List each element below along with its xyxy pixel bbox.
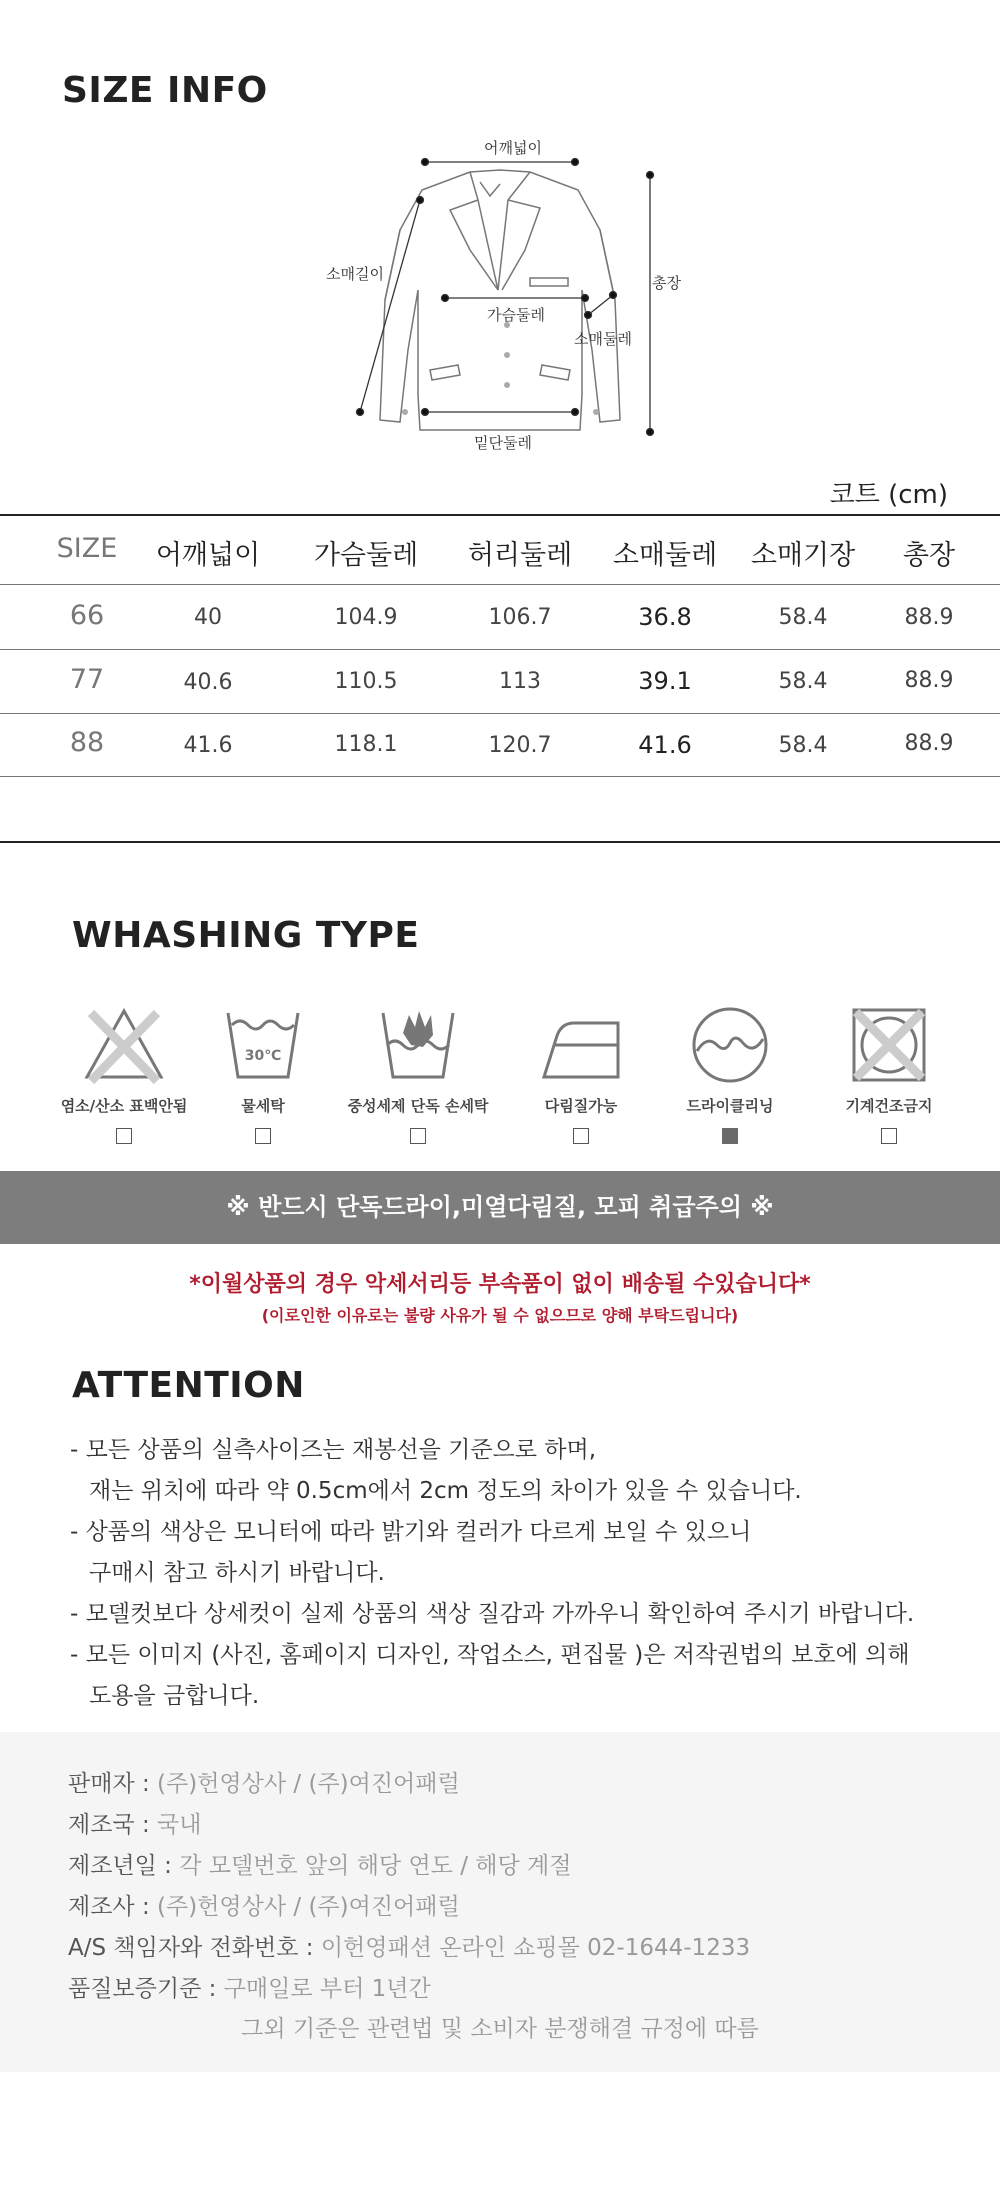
wash-label: 물세탁 <box>241 1097 285 1115</box>
washing-title: WHASHING TYPE <box>72 915 420 956</box>
table-row-rule <box>0 713 1000 714</box>
table-cell: 66 <box>69 600 105 631</box>
wash-label: 염소/산소 표백안됨 <box>60 1097 188 1115</box>
no-tumble-dry-icon <box>846 1005 932 1085</box>
attention-title: ATTENTION <box>72 1365 305 1406</box>
label-sleeve-circ: 소매둘레 <box>574 330 632 348</box>
attention-line: - 모델컷보다 상세컷이 실제 상품의 색상 질감과 가까우니 확인하여 주시기 바랍니다. <box>70 1601 915 1627</box>
header-cell: 허리둘레 <box>467 540 573 571</box>
info-row <box>68 1887 750 1928</box>
table-cell: 104.9 <box>334 605 398 630</box>
wash-label: 다림질가능 <box>544 1097 618 1115</box>
attention-line: - 모든 이미지 (사진, 홈페이지 디자인, 작업소스, 편집물 )은 저작권법의 보호에 의해 <box>70 1642 910 1668</box>
header-cell: 가슴둘레 <box>313 540 419 571</box>
table-cell: 118.1 <box>334 732 398 757</box>
dry-clean-icon <box>687 1005 773 1085</box>
attention-line: - 상품의 색상은 모니터에 따라 밝기와 컬러가 다르게 보일 수 있으니 <box>70 1519 752 1545</box>
table-cell: 88.9 <box>904 731 954 756</box>
table-cell: 58.4 <box>778 669 828 694</box>
table-cell: 41.6 <box>638 731 692 759</box>
header-cell: 소매기장 <box>750 540 856 571</box>
attention-line: - 모든 상품의 실측사이즈는 재봉선을 기준으로 하며, <box>70 1437 597 1463</box>
seller-info-list <box>68 1764 750 2010</box>
info-key: 제조년일 : <box>68 1853 180 1879</box>
info-value: 각 모델번호 앞의 해당 연도 / 해당 계절 <box>179 1853 572 1879</box>
table-cell: 88.9 <box>904 605 954 630</box>
info-row <box>68 1969 750 2010</box>
info-footer: 그외 기준은 관련법 및 소비자 분쟁해결 규정에 따름 <box>241 2016 759 2042</box>
table-cell: 106.7 <box>488 605 552 630</box>
label-chest: 가슴둘레 <box>487 306 545 324</box>
info-value: 국내 <box>157 1812 202 1838</box>
table-cell: 110.5 <box>334 669 398 694</box>
attention-line: 재는 위치에 따라 약 0.5cm에서 2cm 정도의 차이가 있을 수 있습니다. <box>89 1478 802 1504</box>
table-cell: 39.1 <box>638 667 692 695</box>
table-cell: 77 <box>69 664 105 695</box>
iron-icon <box>538 1005 624 1085</box>
table-cell: 36.8 <box>638 603 692 631</box>
wash-checkbox[interactable] <box>255 1128 271 1144</box>
table-row-rule <box>0 776 1000 777</box>
wash-checkbox[interactable] <box>116 1128 132 1144</box>
info-row <box>68 1805 750 1846</box>
hand-wash-icon <box>375 1005 461 1085</box>
wash-checkbox-checked[interactable] <box>722 1128 738 1144</box>
wash-label: 중성세제 단독 손세탁 <box>347 1097 489 1115</box>
coat-diagram <box>330 150 670 440</box>
attention-line: 도용을 금합니다. <box>89 1683 260 1709</box>
label-hem: 밑단둘레 <box>474 434 532 452</box>
info-key: 품질보증기준 : <box>68 1976 224 2002</box>
table-cell: 58.4 <box>778 733 828 758</box>
notice-sub: (이로인한 이유로는 불량 사유가 될 수 없으므로 양해 부탁드립니다) <box>261 1306 739 1325</box>
wash-30-icon <box>220 1005 306 1085</box>
wash-item-no-tumble-dry <box>814 1005 964 1144</box>
wash-checkbox[interactable] <box>881 1128 897 1144</box>
care-banner: ※ 반드시 단독드라이,미열다림질, 모피 취급주의 ※ <box>0 1171 1000 1244</box>
attention-list <box>70 1430 914 1717</box>
wash-item-ironing <box>506 1005 656 1144</box>
info-key: A/S 책임자와 전화번호 : <box>68 1935 321 1961</box>
table-cell: 41.6 <box>183 733 233 758</box>
label-shoulder: 어깨넓이 <box>484 139 542 157</box>
table-row-rule <box>0 649 1000 650</box>
table-cell: 40.6 <box>183 670 233 695</box>
wash-temp-text: 30℃ <box>244 1048 282 1064</box>
info-row <box>68 1846 750 1887</box>
header-cell: 어깨넓이 <box>155 540 261 571</box>
notice-main: *이월상품의 경우 악세서리등 부속품이 없이 배송될 수있습니다* <box>189 1272 811 1297</box>
table-header-rule <box>0 584 1000 585</box>
info-key: 제조사 : <box>68 1894 158 1920</box>
info-value: 이헌영패션 온라인 쇼핑몰 02-1644-1233 <box>320 1935 751 1961</box>
wash-label: 드라이클리닝 <box>686 1097 774 1115</box>
info-value: (주)헌영상사 / (주)여진어패럴 <box>157 1771 460 1797</box>
wash-item-hand-wash <box>343 1005 493 1144</box>
size-info-title: SIZE INFO <box>62 70 268 111</box>
info-key: 제조국 : <box>68 1812 158 1838</box>
header-cell: 소매둘레 <box>612 540 718 571</box>
wash-label: 기계건조금지 <box>845 1097 933 1115</box>
info-row <box>68 1928 750 1969</box>
header-cell: SIZE <box>56 533 118 564</box>
info-value: 구매일로 부터 1년간 <box>223 1976 431 2002</box>
table-cell: 113 <box>499 669 541 694</box>
section-divider <box>0 841 1000 843</box>
table-top-rule <box>0 514 1000 516</box>
label-sleeve-length: 소매길이 <box>326 265 384 283</box>
table-cell: 88 <box>69 727 105 758</box>
wash-item-no-bleach <box>49 1005 199 1144</box>
unit-label: 코트 (cm) <box>829 480 948 510</box>
wash-checkbox[interactable] <box>573 1128 589 1144</box>
label-total-length: 총장 <box>652 274 681 292</box>
table-cell: 88.9 <box>904 668 954 693</box>
info-key: 판매자 : <box>68 1771 158 1797</box>
info-value: (주)헌영상사 / (주)여진어패럴 <box>157 1894 460 1920</box>
wash-checkbox[interactable] <box>410 1128 426 1144</box>
attention-line: 구매시 참고 하시기 바랍니다. <box>89 1560 385 1586</box>
no-bleach-icon <box>81 1005 167 1085</box>
wash-item-water-wash <box>188 1005 338 1144</box>
header-cell: 총장 <box>902 540 956 571</box>
table-cell: 58.4 <box>778 605 828 630</box>
table-cell: 120.7 <box>488 733 552 758</box>
info-row <box>68 1764 750 1805</box>
wash-item-dry-clean <box>655 1005 805 1144</box>
table-cell: 40 <box>194 605 222 630</box>
